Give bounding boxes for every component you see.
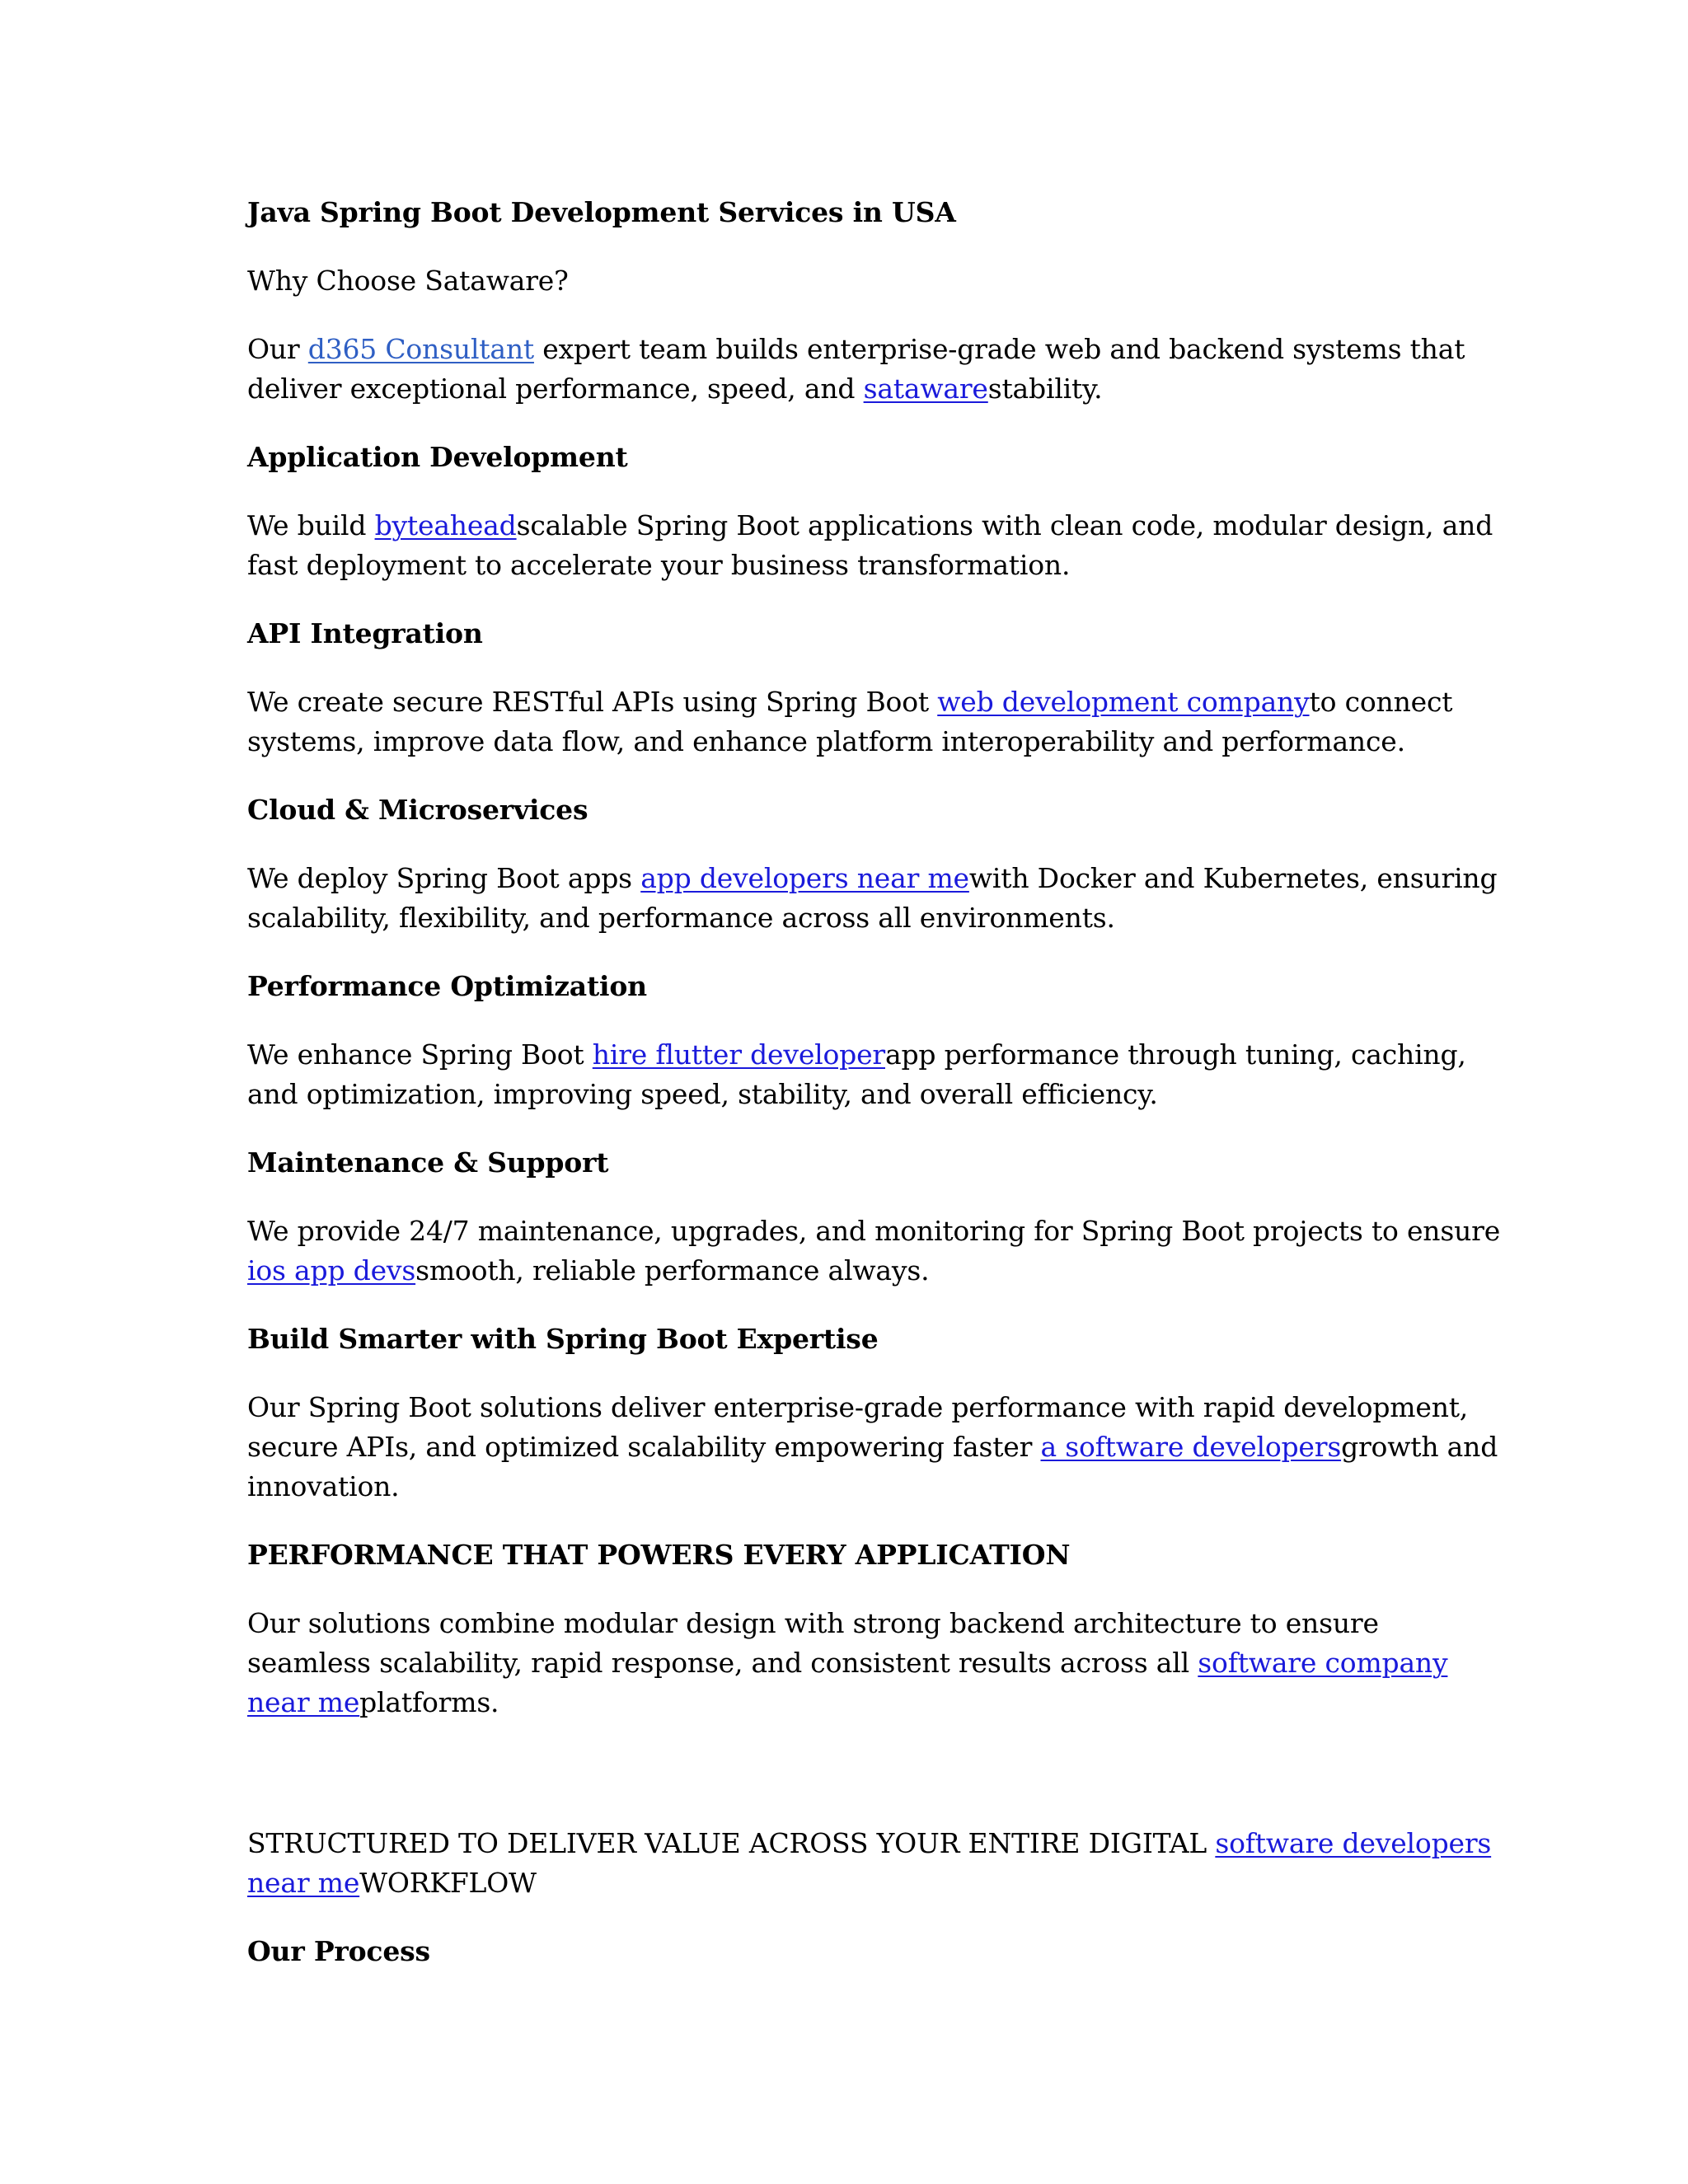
- section-paragraph-line: [247, 1431, 1498, 1464]
- section-paragraph-line: [247, 1686, 499, 1719]
- software-developers-near-me-link[interactable]: software developers: [1215, 1827, 1492, 1859]
- paragraph-text: We enhance Spring Boot: [247, 1038, 593, 1071]
- ios-app-devs-link[interactable]: ios app devs: [247, 1254, 416, 1286]
- section-paragraph-line: [247, 1038, 1466, 1071]
- paragraph-text: app performance through tuning, caching,: [885, 1038, 1466, 1071]
- paragraph-text: with Docker and Kubernetes, ensuring: [968, 862, 1498, 894]
- byteahead-link[interactable]: byteahead: [374, 509, 517, 541]
- paragraph-text: scalable Spring Boot applications with clean code, modular design, and: [516, 509, 1493, 541]
- intro-text: expert team builds enterprise-grade web and backend systems that: [533, 333, 1465, 365]
- structured-line: [247, 1867, 537, 1900]
- paragraph-text: seamless scalability, rapid response, and consistent results across all: [247, 1647, 1198, 1679]
- section-paragraph-line: [247, 1254, 929, 1287]
- page-title: Java Spring Boot Development Services in USA: [247, 196, 956, 228]
- section-paragraph-line: [247, 1647, 1447, 1680]
- section-paragraph-line: [247, 862, 1497, 895]
- intro-text: deliver exceptional performance, speed, and: [247, 373, 864, 405]
- paragraph-text: We build: [247, 509, 375, 541]
- section-heading: Application Development: [247, 441, 628, 473]
- section-paragraph-line: We provide 24/7 maintenance, upgrades, and monitoring for Spring Boot projects to ensure: [247, 1215, 1501, 1247]
- section-paragraph-line: Our Spring Boot solutions deliver enterprise-grade performance with rapid development,: [247, 1391, 1469, 1423]
- hire-flutter-developer-link[interactable]: hire flutter developer: [592, 1038, 885, 1071]
- paragraph-text: platforms.: [359, 1686, 499, 1718]
- web-development-company-link[interactable]: web development company: [937, 686, 1310, 718]
- intro-text: Our: [247, 333, 308, 365]
- paragraph-text: growth and: [1341, 1431, 1498, 1463]
- d365-consultant-link[interactable]: d365 Consultant: [307, 333, 534, 365]
- section-heading: Build Smarter with Spring Boot Expertise: [247, 1323, 879, 1355]
- section-paragraph-line: scalability, flexibility, and performance across all environments.: [247, 902, 1115, 934]
- section-heading: Maintenance & Support: [247, 1146, 609, 1179]
- section-heading: API Integration: [247, 617, 483, 649]
- intro-line-1: [247, 333, 1465, 366]
- sataware-link[interactable]: sataware: [863, 373, 988, 405]
- section-paragraph-line: systems, improve data flow, and enhance platform interoperability and performance.: [247, 725, 1405, 757]
- software-company-near-me-link[interactable]: software company: [1198, 1647, 1448, 1679]
- section-paragraph-line: and optimization, improving speed, stability, and overall efficiency.: [247, 1078, 1158, 1110]
- intro-heading: Why Choose Sataware?: [247, 265, 569, 297]
- intro-line-2: [247, 373, 1102, 405]
- paragraph-text: We create secure RESTful APIs using Spring Boot: [247, 686, 938, 718]
- paragraph-text: to connect: [1309, 686, 1453, 718]
- intro-text: stability.: [987, 373, 1103, 405]
- section-paragraph-line: innovation.: [247, 1470, 400, 1502]
- paragraph-text: smooth, reliable performance always.: [415, 1254, 930, 1286]
- section-paragraph-line: [247, 686, 1452, 719]
- section-paragraph-line: fast deployment to accelerate your business transformation.: [247, 549, 1071, 581]
- software-developers-near-me-link[interactable]: near me: [247, 1867, 360, 1899]
- paragraph-text: WORKFLOW: [359, 1867, 537, 1899]
- section-paragraph-line: [247, 509, 1493, 542]
- paragraph-text: secure APIs, and optimized scalability empowering faster: [247, 1431, 1041, 1463]
- a-software-developers-link[interactable]: a software developers: [1040, 1431, 1342, 1463]
- structured-line: [247, 1827, 1491, 1860]
- process-heading: Our Process: [247, 1935, 430, 1967]
- section-heading: Cloud & Microservices: [247, 794, 588, 826]
- section-paragraph-line: Our solutions combine modular design with strong backend architecture to ensure: [247, 1607, 1379, 1639]
- paragraph-text: We deploy Spring Boot apps: [247, 862, 641, 894]
- section-heading: PERFORMANCE THAT POWERS EVERY APPLICATION: [247, 1539, 1071, 1571]
- software-company-near-me-link[interactable]: near me: [247, 1686, 360, 1718]
- app-developers-near-me-link[interactable]: app developers near me: [640, 862, 969, 894]
- paragraph-text: STRUCTURED TO DELIVER VALUE ACROSS YOUR ENTIRE DIGITAL: [247, 1827, 1216, 1859]
- section-heading: Performance Optimization: [247, 970, 647, 1002]
